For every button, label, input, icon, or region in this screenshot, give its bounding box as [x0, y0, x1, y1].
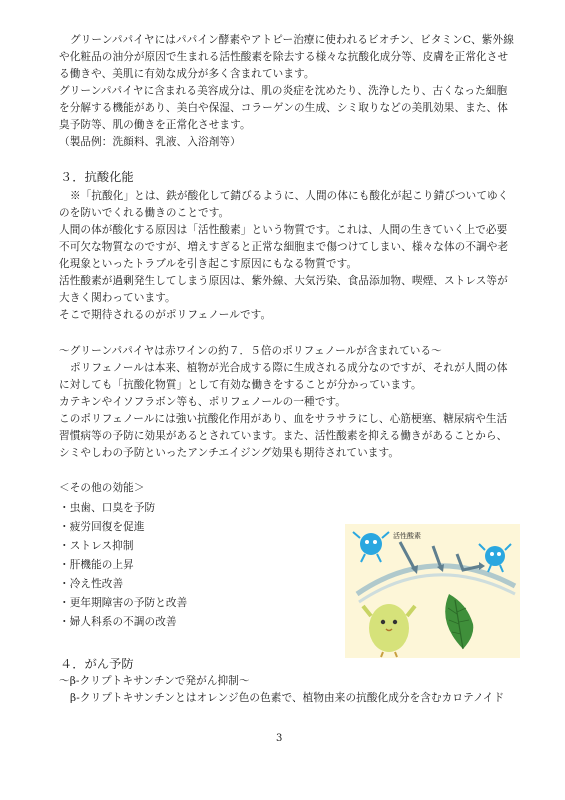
- section4-subtitle: ～β-クリプトキサンチンで発がん抑制～: [59, 675, 250, 687]
- section3-line-3: 人間の体が酸化する原因は「活性酸素」という物質です。これは、人間の生きていく上で必要: [59, 224, 508, 236]
- section3-heading: ３．抗酸化能: [60, 170, 134, 184]
- other-effects-item: ・婦人科系の不調の改善: [59, 616, 177, 628]
- section3-line-1: ※「抗酸化」とは、鉄が酸化して錆びるように、人間の体にも酸化が起こり錆びついてゆく: [70, 190, 509, 202]
- para1-line-1: グリーンパパイヤにはパパイン酵素やアトピー治療に使われるビオチン、ビタミンC、紫外線: [70, 34, 514, 46]
- section3-line-8: そこで期待されるのがポリフェノールです。: [59, 309, 272, 321]
- para2-line-1: グリーンパパイヤに含まれる美容成分は、肌の炎症を沈めたり、洗浄したり、古くなった細胞: [59, 85, 508, 97]
- polyphenol-title: ～グリーンパパイヤは赤ワインの約７．５倍のポリフェノールが含まれている～: [59, 345, 442, 357]
- polyphenol-line-1: ポリフェノールは本来、植物が光合成する際に生成される成分なのですが、それが人間の体: [70, 362, 508, 374]
- section4-heading: ４．がん予防: [60, 657, 134, 671]
- section3-line-7: 大きく関わっています。: [59, 292, 176, 304]
- polyphenol-line-6: シミやしわの予防といったアンチエイジング効果も期待されています。: [59, 447, 400, 459]
- section4-line-1: β-クリプトキサンチンとはオレンジ色の色素で、植物由来の抗酸化成分を含むカロテノイド: [70, 692, 505, 704]
- other-effects-item: ・更年期障害の予防と改善: [59, 597, 188, 609]
- para2-line-2: を分解する機能があり、美白や保湿、コラーゲンの生成、シミ取りなどの美肌効果、また、体: [59, 102, 508, 114]
- other-effects-title: ＜その他の効能＞: [59, 482, 145, 494]
- section3-line-4: 不可欠な物質なのですが、増えすぎると正常な細胞まで傷つけてしまい、様々な体の不調や老: [59, 241, 509, 253]
- other-effects-item: ・虫歯、口臭を予防: [59, 502, 156, 514]
- para1-line-2: や化粧品の油分が原因で生まれる活性酸素を除去する様々な抗酸化成分等、皮膚を正常化させ: [59, 51, 509, 63]
- illustration-label: 活性酸素: [393, 532, 421, 540]
- antioxidant-illustration: [345, 524, 520, 658]
- para1-line-3: る働きや、美肌に有効な成分が多く含まれています。: [59, 68, 315, 80]
- page-number: 3: [276, 733, 283, 744]
- other-effects-item: ・ストレス抑制: [59, 540, 134, 552]
- polyphenol-line-5: 習慣病等の予防に効果があるとされています。また、活性酸素を抑える働きがあることから、: [59, 430, 508, 442]
- section3-line-6: 活性酸素が過剰発生してしまう原因は、紫外線、大気汚染、食品添加物、喫煙、ストレス等が: [59, 275, 508, 287]
- para2-line-3: 臭予防等、肌の働きを正常化させます。: [59, 119, 251, 131]
- polyphenol-line-4: このポリフェノールには強い抗酸化作用があり、血をサラサラにし、心筋梗塞、糖尿病や生活: [59, 413, 508, 425]
- other-effects-item: ・冷え性改善: [59, 578, 124, 590]
- product-examples: （製品例：洗顔料、乳液、入浴剤等）: [59, 136, 241, 148]
- polyphenol-line-3: カテキンやイソフラボン等も、ポリフェノールの一種です。: [59, 396, 346, 408]
- polyphenol-line-2: に対しても「抗酸化物質」として有効な働きをすることが分かっています。: [59, 379, 422, 391]
- section3-line-2: のを防いでくれる働きのことです。: [59, 207, 230, 219]
- section3-line-5: 化現象といったトラブルを引き起こす原因にもなる物質です。: [59, 258, 358, 270]
- other-effects-item: ・肝機能の上昇: [59, 559, 134, 571]
- other-effects-item: ・疲労回復を促進: [59, 521, 145, 533]
